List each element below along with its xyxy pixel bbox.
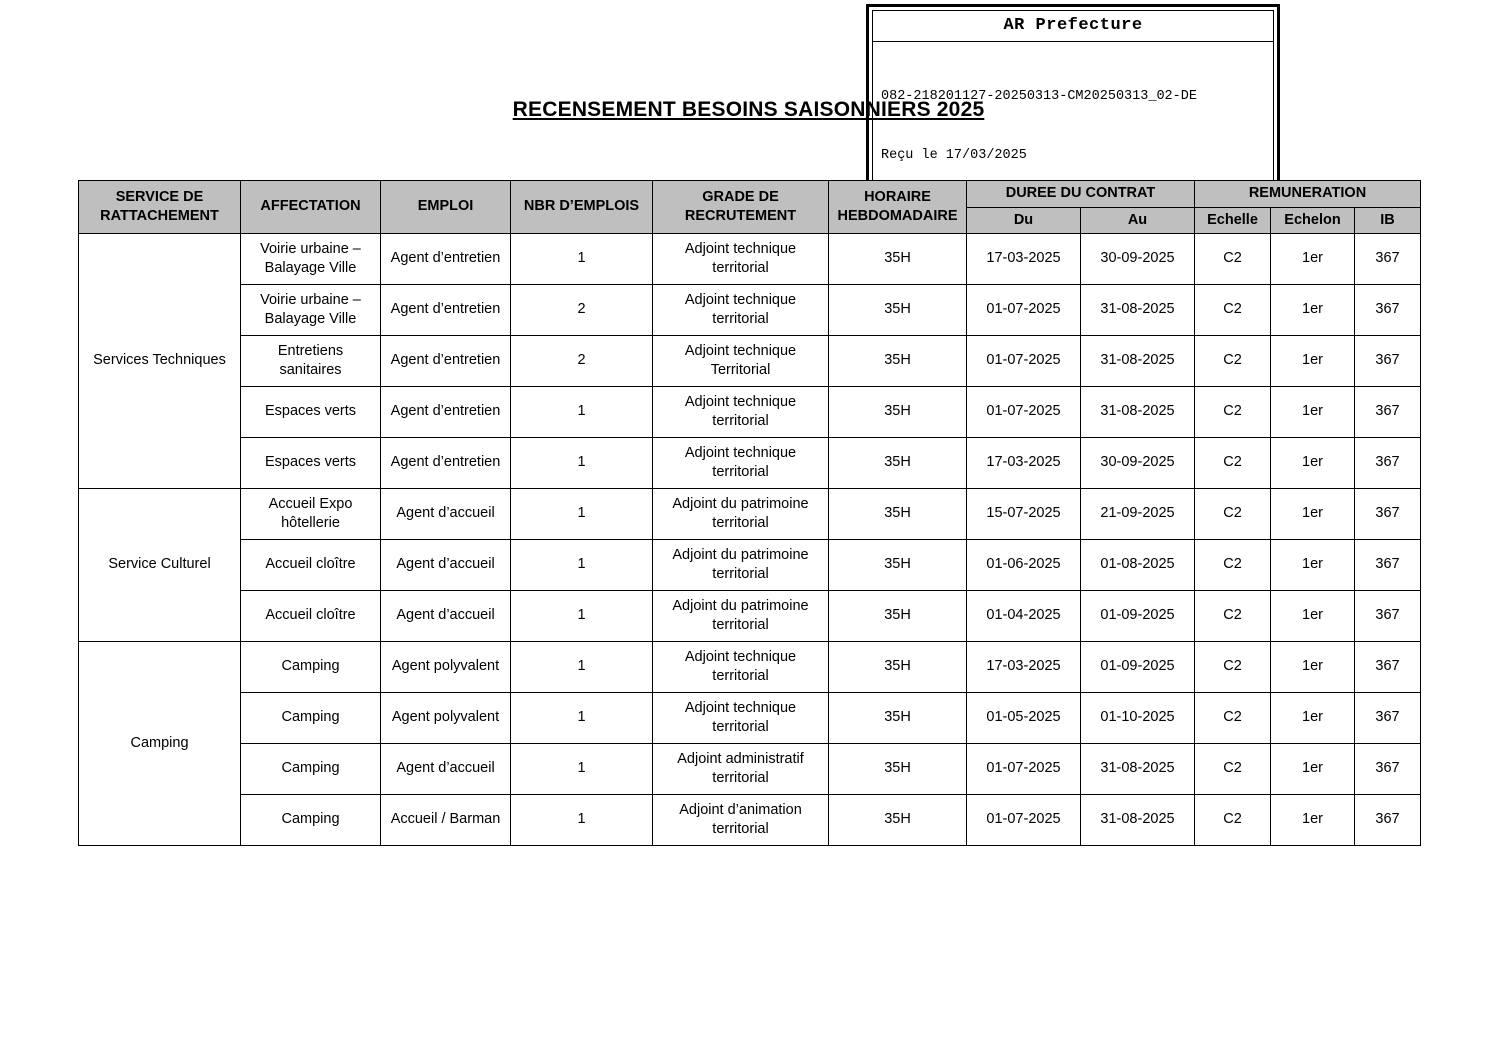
cell-date-au: 01-09-2025	[1081, 591, 1195, 642]
cell-horaire: 35H	[829, 336, 967, 387]
cell-horaire: 35H	[829, 234, 967, 285]
cell-emploi: Agent d’entretien	[381, 234, 511, 285]
cell-nbr-emplois: 1	[511, 489, 653, 540]
cell-ib: 367	[1355, 744, 1421, 795]
cell-echelon: 1er	[1271, 285, 1355, 336]
table-row	[79, 540, 1421, 591]
header-horaire: HORAIRE HEBDOMADAIRE	[829, 181, 967, 234]
table-row	[79, 744, 1421, 795]
cell-echelle: C2	[1195, 285, 1271, 336]
stamp-reference: 082-218201127-20250313-CM20250313_02-DE	[881, 89, 1197, 105]
cell-echelle: C2	[1195, 795, 1271, 846]
header-au: Au	[1081, 207, 1195, 234]
cell-service-rattachement: Services Techniques	[79, 234, 241, 489]
cell-echelle: C2	[1195, 387, 1271, 438]
cell-echelle: C2	[1195, 642, 1271, 693]
cell-nbr-emplois: 2	[511, 336, 653, 387]
cell-ib: 367	[1355, 336, 1421, 387]
cell-echelle: C2	[1195, 438, 1271, 489]
cell-affectation: Camping	[241, 744, 381, 795]
cell-affectation: Accueil cloître	[241, 591, 381, 642]
page-title: RECENSEMENT BESOINS SAISONNIERS 2025	[512, 98, 985, 121]
cell-ib: 367	[1355, 642, 1421, 693]
cell-grade: Adjoint du patrimoine territorial	[653, 540, 829, 591]
table-row	[79, 591, 1421, 642]
cell-emploi: Agent d’accueil	[381, 489, 511, 540]
cell-horaire: 35H	[829, 591, 967, 642]
cell-ib: 367	[1355, 795, 1421, 846]
cell-emploi: Agent d’accueil	[381, 744, 511, 795]
table-row	[79, 285, 1421, 336]
cell-echelon: 1er	[1271, 489, 1355, 540]
cell-echelon: 1er	[1271, 336, 1355, 387]
cell-date-du: 01-06-2025	[967, 540, 1081, 591]
cell-affectation: Accueil cloître	[241, 540, 381, 591]
cell-date-du: 01-07-2025	[967, 795, 1081, 846]
cell-date-du: 01-07-2025	[967, 336, 1081, 387]
cell-echelle: C2	[1195, 744, 1271, 795]
cell-horaire: 35H	[829, 438, 967, 489]
table-row	[79, 438, 1421, 489]
cell-affectation: Camping	[241, 693, 381, 744]
cell-date-au: 01-09-2025	[1081, 642, 1195, 693]
table-header-row-1	[79, 181, 1421, 208]
table-row	[79, 642, 1421, 693]
cell-emploi: Agent d’entretien	[381, 438, 511, 489]
header-du: Du	[967, 207, 1081, 234]
cell-date-du: 01-04-2025	[967, 591, 1081, 642]
cell-nbr-emplois: 1	[511, 234, 653, 285]
cell-emploi: Agent d’entretien	[381, 387, 511, 438]
cell-echelon: 1er	[1271, 744, 1355, 795]
cell-nbr-emplois: 1	[511, 591, 653, 642]
cell-ib: 367	[1355, 591, 1421, 642]
cell-emploi: Agent d’accueil	[381, 540, 511, 591]
cell-ib: 367	[1355, 285, 1421, 336]
header-duree-contrat: DUREE DU CONTRAT	[967, 181, 1195, 208]
cell-echelon: 1er	[1271, 642, 1355, 693]
table-row	[79, 693, 1421, 744]
cell-ib: 367	[1355, 540, 1421, 591]
cell-affectation: Voirie urbaine – Balayage Ville	[241, 234, 381, 285]
cell-grade: Adjoint d’animation territorial	[653, 795, 829, 846]
cell-ib: 367	[1355, 489, 1421, 540]
cell-horaire: 35H	[829, 744, 967, 795]
cell-echelle: C2	[1195, 591, 1271, 642]
cell-nbr-emplois: 1	[511, 438, 653, 489]
cell-grade: Adjoint du patrimoine territorial	[653, 489, 829, 540]
header-service: SERVICE DE RATTACHEMENT	[79, 181, 241, 234]
cell-nbr-emplois: 1	[511, 642, 653, 693]
header-grade: GRADE DE RECRUTEMENT	[653, 181, 829, 234]
cell-affectation: Camping	[241, 795, 381, 846]
cell-emploi: Agent polyvalent	[381, 642, 511, 693]
header-echelon: Echelon	[1271, 207, 1355, 234]
cell-echelon: 1er	[1271, 540, 1355, 591]
cell-horaire: 35H	[829, 642, 967, 693]
besoins-saisonniers-table	[78, 180, 1421, 846]
cell-echelle: C2	[1195, 234, 1271, 285]
cell-horaire: 35H	[829, 693, 967, 744]
cell-date-du: 01-05-2025	[967, 693, 1081, 744]
table-row	[79, 489, 1421, 540]
cell-date-au: 01-10-2025	[1081, 693, 1195, 744]
cell-date-du: 17-03-2025	[967, 642, 1081, 693]
cell-emploi: Agent d’entretien	[381, 336, 511, 387]
cell-echelon: 1er	[1271, 693, 1355, 744]
cell-emploi: Agent polyvalent	[381, 693, 511, 744]
cell-echelon: 1er	[1271, 438, 1355, 489]
table-body	[79, 234, 1421, 846]
table-header	[79, 181, 1421, 234]
cell-emploi: Agent d’accueil	[381, 591, 511, 642]
cell-grade: Adjoint du patrimoine territorial	[653, 591, 829, 642]
cell-affectation: Entretiens sanitaires	[241, 336, 381, 387]
cell-date-du: 01-07-2025	[967, 285, 1081, 336]
cell-horaire: 35H	[829, 489, 967, 540]
cell-grade: Adjoint technique Territorial	[653, 336, 829, 387]
cell-affectation: Espaces verts	[241, 438, 381, 489]
cell-nbr-emplois: 1	[511, 795, 653, 846]
header-remuneration: REMUNERATION	[1195, 181, 1421, 208]
cell-ib: 367	[1355, 387, 1421, 438]
cell-date-au: 30-09-2025	[1081, 438, 1195, 489]
table-row	[79, 387, 1421, 438]
cell-echelon: 1er	[1271, 795, 1355, 846]
cell-affectation: Accueil Expo hôtellerie	[241, 489, 381, 540]
cell-grade: Adjoint technique territorial	[653, 234, 829, 285]
cell-date-au: 31-08-2025	[1081, 744, 1195, 795]
table-row	[79, 795, 1421, 846]
cell-echelon: 1er	[1271, 387, 1355, 438]
cell-horaire: 35H	[829, 795, 967, 846]
stamp-received-date: Reçu le 17/03/2025	[881, 147, 1027, 163]
cell-affectation: Voirie urbaine – Balayage Ville	[241, 285, 381, 336]
cell-grade: Adjoint technique territorial	[653, 438, 829, 489]
cell-nbr-emplois: 1	[511, 744, 653, 795]
cell-ib: 367	[1355, 438, 1421, 489]
header-affectation: AFFECTATION	[241, 181, 381, 234]
stamp-title: AR Prefecture	[873, 11, 1273, 42]
table-row	[79, 336, 1421, 387]
cell-service-rattachement: Service Culturel	[79, 489, 241, 642]
cell-grade: Adjoint technique territorial	[653, 693, 829, 744]
cell-echelon: 1er	[1271, 591, 1355, 642]
cell-affectation: Espaces verts	[241, 387, 381, 438]
cell-echelle: C2	[1195, 336, 1271, 387]
cell-echelle: C2	[1195, 693, 1271, 744]
cell-date-au: 31-08-2025	[1081, 336, 1195, 387]
header-nbr-emplois: NBR D’EMPLOIS	[511, 181, 653, 234]
cell-date-au: 01-08-2025	[1081, 540, 1195, 591]
cell-affectation: Camping	[241, 642, 381, 693]
cell-date-au: 31-08-2025	[1081, 285, 1195, 336]
cell-date-du: 01-07-2025	[967, 387, 1081, 438]
cell-nbr-emplois: 2	[511, 285, 653, 336]
cell-emploi: Agent d’entretien	[381, 285, 511, 336]
cell-nbr-emplois: 1	[511, 387, 653, 438]
header-ib: IB	[1355, 207, 1421, 234]
cell-date-du: 17-03-2025	[967, 234, 1081, 285]
table-row	[79, 234, 1421, 285]
cell-grade: Adjoint administratif territorial	[653, 744, 829, 795]
header-echelle: Echelle	[1195, 207, 1271, 234]
cell-horaire: 35H	[829, 387, 967, 438]
besoins-saisonniers-table-wrapper	[78, 180, 1420, 846]
cell-ib: 367	[1355, 693, 1421, 744]
cell-horaire: 35H	[829, 540, 967, 591]
cell-nbr-emplois: 1	[511, 540, 653, 591]
cell-date-du: 17-03-2025	[967, 438, 1081, 489]
cell-date-au: 21-09-2025	[1081, 489, 1195, 540]
cell-echelle: C2	[1195, 540, 1271, 591]
cell-echelle: C2	[1195, 489, 1271, 540]
cell-grade: Adjoint technique territorial	[653, 285, 829, 336]
cell-date-du: 01-07-2025	[967, 744, 1081, 795]
cell-horaire: 35H	[829, 285, 967, 336]
header-emploi: EMPLOI	[381, 181, 511, 234]
cell-grade: Adjoint technique territorial	[653, 642, 829, 693]
cell-echelon: 1er	[1271, 234, 1355, 285]
cell-service-rattachement: Camping	[79, 642, 241, 846]
cell-emploi: Accueil / Barman	[381, 795, 511, 846]
cell-nbr-emplois: 1	[511, 693, 653, 744]
cell-date-au: 30-09-2025	[1081, 234, 1195, 285]
cell-ib: 367	[1355, 234, 1421, 285]
cell-date-au: 31-08-2025	[1081, 795, 1195, 846]
cell-date-du: 15-07-2025	[967, 489, 1081, 540]
cell-grade: Adjoint technique territorial	[653, 387, 829, 438]
cell-date-au: 31-08-2025	[1081, 387, 1195, 438]
